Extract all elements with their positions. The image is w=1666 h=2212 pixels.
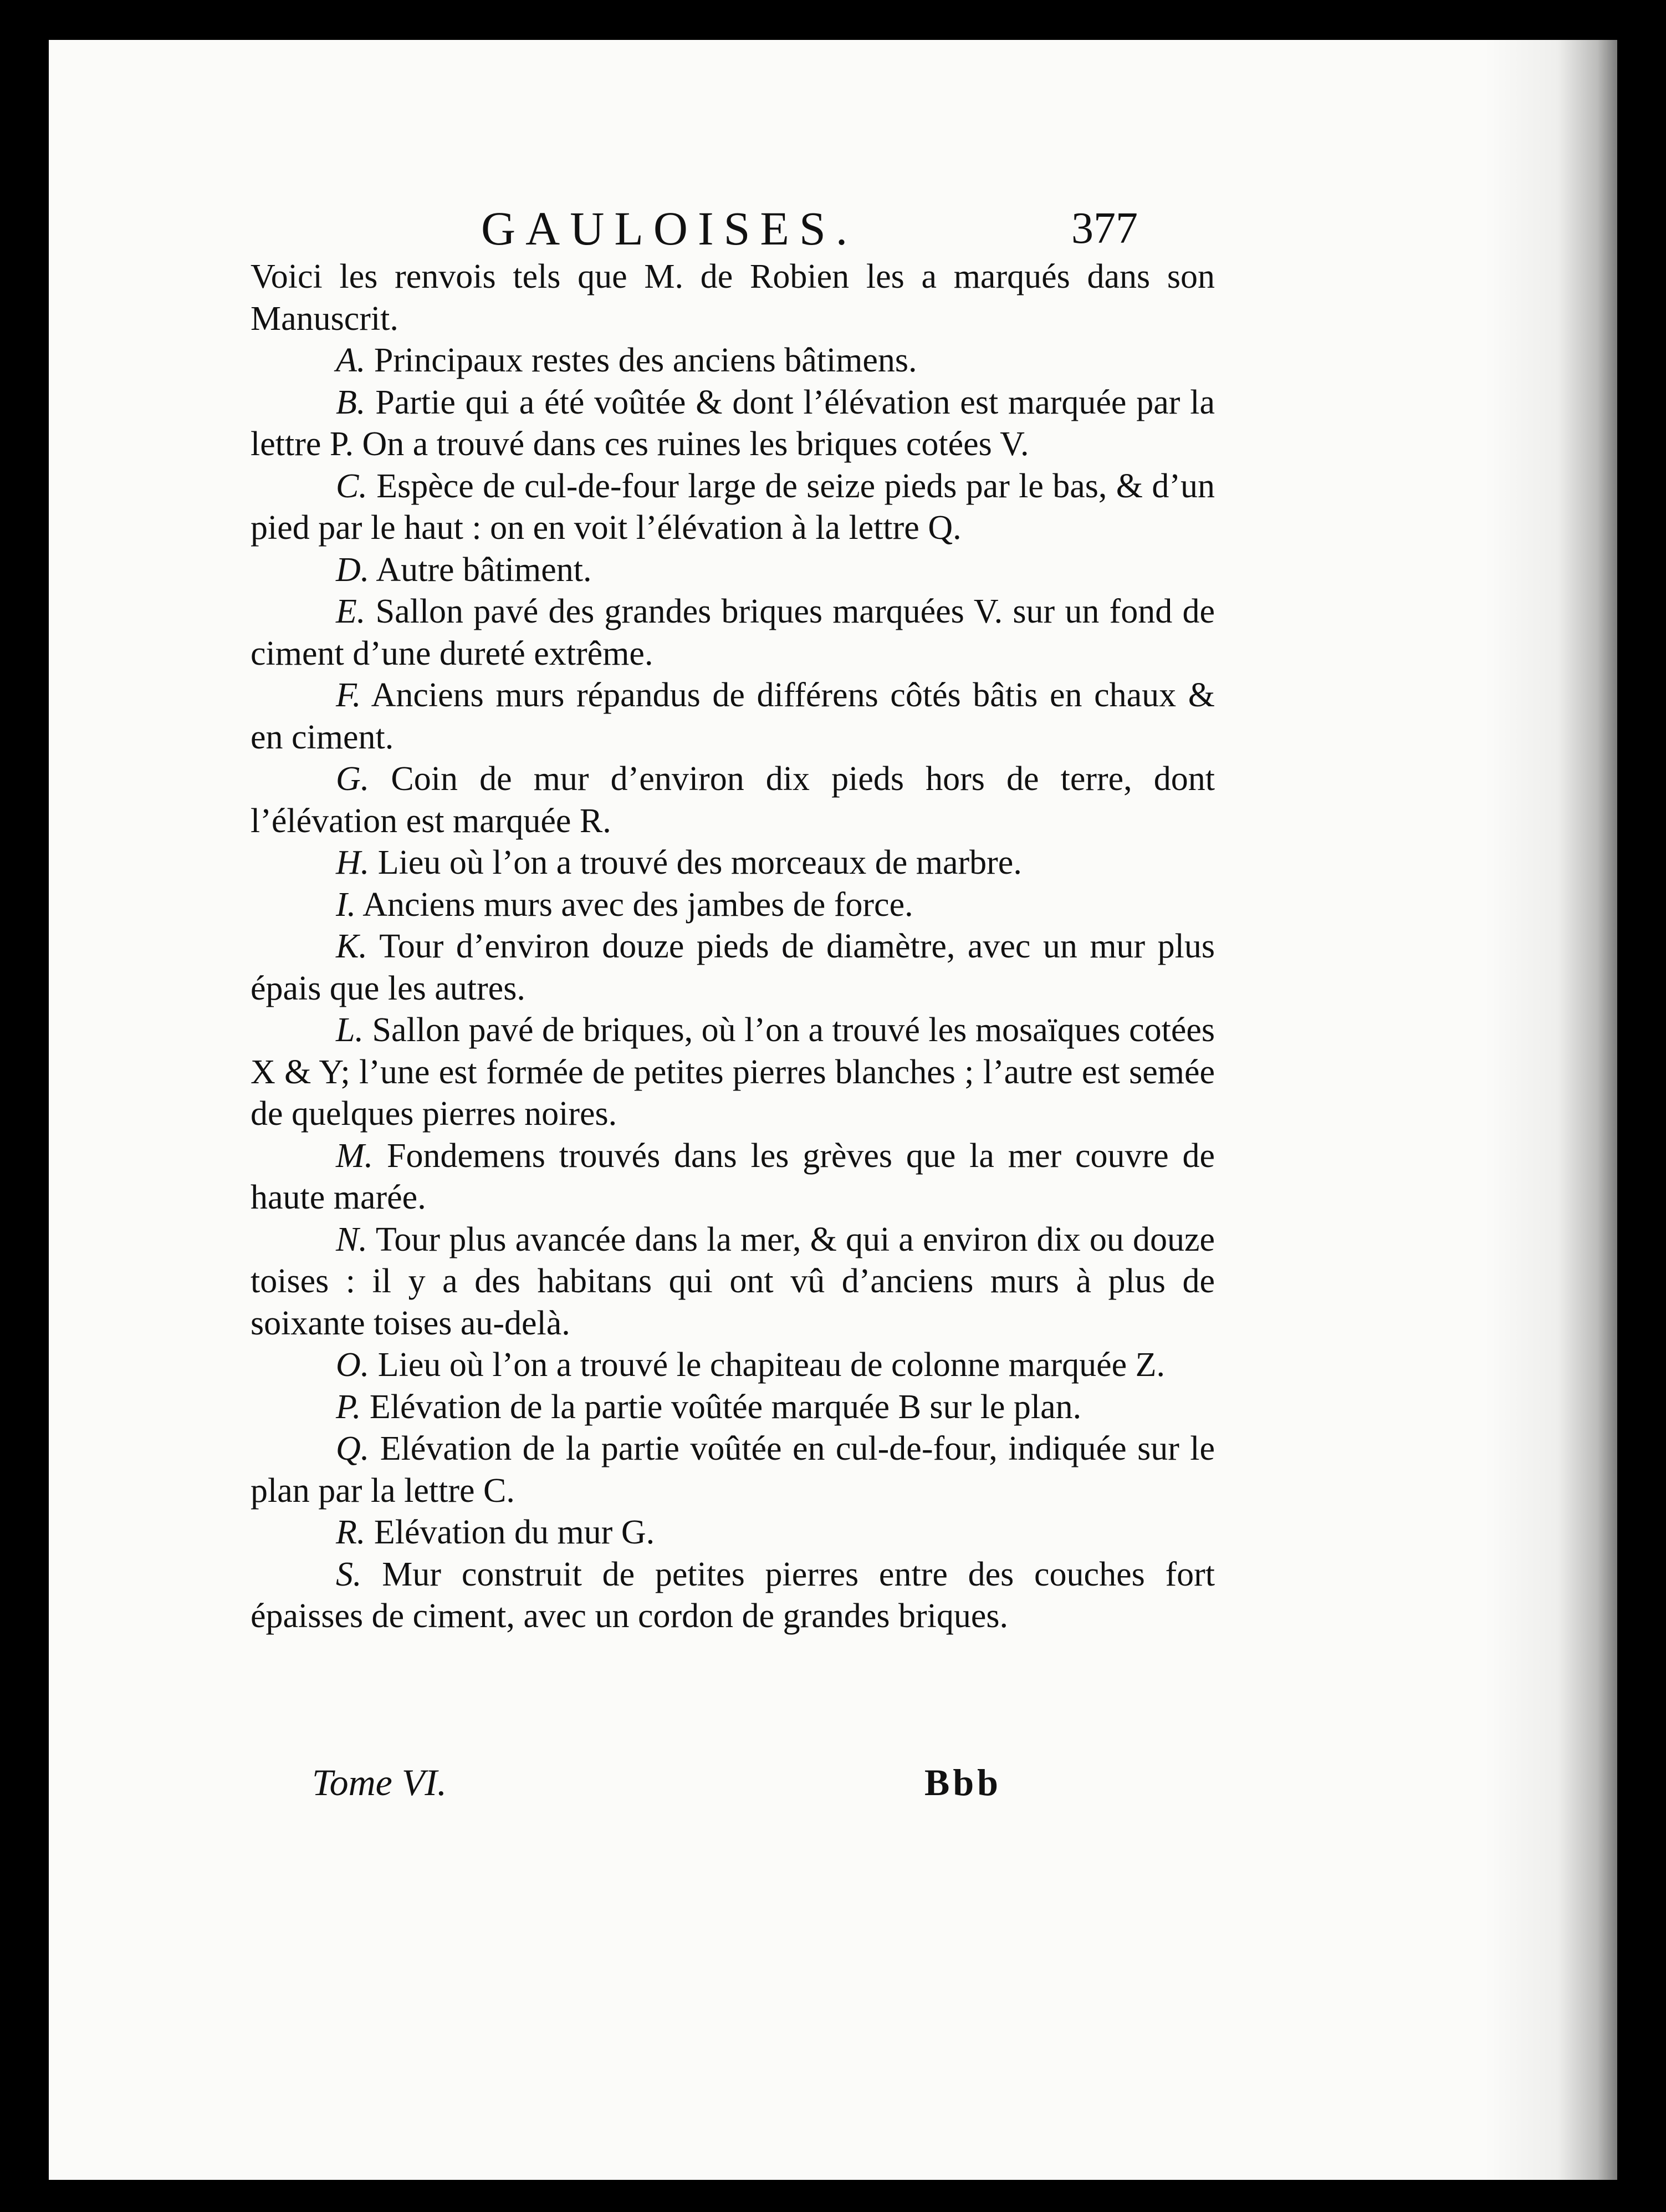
page-number: 377 xyxy=(1071,204,1138,253)
legend-key: Q. xyxy=(336,1430,370,1467)
legend-entry-c xyxy=(251,466,1215,549)
legend-entry-s xyxy=(251,1554,1215,1638)
signature-mark: Bbb xyxy=(924,1761,1001,1803)
legend-key: G. xyxy=(336,760,370,798)
legend-key: H. xyxy=(336,844,370,881)
volume-label: Tome VI. xyxy=(312,1761,447,1803)
legend-text: Anciens murs répandus de différens côtés bâtis en chaux & en ciment. xyxy=(251,676,1215,756)
legend-text: Coin de mur d’environ dix pieds hors de terre, dont l’élévation est marquée R. xyxy=(251,760,1215,840)
legend-key: D. xyxy=(336,551,370,589)
legend-entry-d xyxy=(251,549,1215,592)
legend-key: B. xyxy=(336,383,366,421)
body-text xyxy=(251,256,1215,1638)
legend-key: E. xyxy=(336,593,366,630)
legend-entry-m xyxy=(251,1135,1215,1219)
legend-text: Autre bâtiment. xyxy=(376,551,592,589)
legend-key: F. xyxy=(336,676,361,714)
legend-entry-o xyxy=(251,1344,1215,1387)
legend-entry-p xyxy=(251,1387,1215,1429)
legend-key: R. xyxy=(336,1513,366,1551)
page-edge-shadow xyxy=(1484,40,1617,2180)
legend-key: C. xyxy=(336,467,367,505)
legend-entry-k xyxy=(251,926,1215,1010)
legend-entry-g xyxy=(251,758,1215,842)
legend-key: O. xyxy=(336,1346,370,1384)
intro-paragraph: Voici les renvois tels que M. de Robien les a marqués dans son Manuscrit. xyxy=(251,258,1215,338)
legend-text: Sallon pavé des grandes briques marquées V. sur un fond de ciment d’une dureté extrême. xyxy=(251,593,1215,672)
legend-key: L. xyxy=(336,1011,364,1049)
legend-entry-i xyxy=(251,884,1215,926)
legend-text: Tour d’environ douze pieds de diamètre, avec un mur plus épais que les autres. xyxy=(251,927,1215,1007)
legend-key: N. xyxy=(336,1220,367,1258)
legend-text: Fondemens trouvés dans les grèves que la mer couvre de haute marée. xyxy=(251,1136,1215,1216)
legend-text: Elévation de la partie voûtée en cul-de-four, indiquée sur le plan par la lettre C. xyxy=(251,1430,1215,1510)
legend-key: I. xyxy=(336,885,356,924)
legend-key: P. xyxy=(336,1388,361,1426)
running-header xyxy=(49,198,1617,259)
page-footer xyxy=(49,1757,1617,1807)
legend-key: K. xyxy=(336,927,367,965)
legend-text: Mur construit de petites pierres entre des couches fort épaisses de ciment, avec un cordon de grandes briques. xyxy=(251,1555,1215,1635)
legend-text: Partie qui a été voûtée & dont l’élévation est marquée par la lettre P. On a trouvé dans ces ruines les briques cotées V. xyxy=(251,383,1215,463)
legend-entry-l xyxy=(251,1010,1215,1135)
legend-key: A. xyxy=(336,342,366,379)
legend-text: Lieu où l’on a trouvé des morceaux de marbre. xyxy=(377,844,1022,881)
legend-entry-f xyxy=(251,675,1215,758)
legend-entry-a xyxy=(251,340,1215,382)
legend-entry-r xyxy=(251,1512,1215,1554)
legend-text: Espèce de cul-de-four large de seize pieds par le bas, & d’un pied par le haut : on en voit l’élévation à la lettre Q. xyxy=(251,467,1215,547)
legend-text: Tour plus avancée dans la mer, & qui a environ dix ou douze toises : il y a des habitans qui ont vû d’anciens murs à plus de soixante toises au-delà. xyxy=(251,1220,1215,1342)
legend-text: Elévation de la partie voûtée marquée B sur le plan. xyxy=(369,1388,1082,1426)
legend-key: S. xyxy=(336,1555,362,1593)
legend-text: Sallon pavé de briques, où l’on a trouvé les mosaïques cotées X & Y; l’une est formée de petites pierres blanches ; l’autre est semée de quelques pierres noires. xyxy=(251,1011,1215,1133)
book-page xyxy=(49,40,1617,2180)
legend-entry-h xyxy=(251,842,1215,884)
legend-entry-b xyxy=(251,382,1215,466)
legend-key: M. xyxy=(336,1136,374,1175)
legend-entry-q xyxy=(251,1428,1215,1512)
legend-text: Elévation du mur G. xyxy=(374,1513,655,1551)
running-title: GAULOISES. xyxy=(481,202,858,255)
legend-text: Anciens murs avec des jambes de force. xyxy=(362,885,913,924)
legend-entry-n xyxy=(251,1219,1215,1345)
legend-entry-e xyxy=(251,591,1215,675)
legend-text: Lieu où l’on a trouvé le chapiteau de colonne marquée Z. xyxy=(377,1346,1166,1384)
legend-text: Principaux restes des anciens bâtimens. xyxy=(374,342,917,379)
